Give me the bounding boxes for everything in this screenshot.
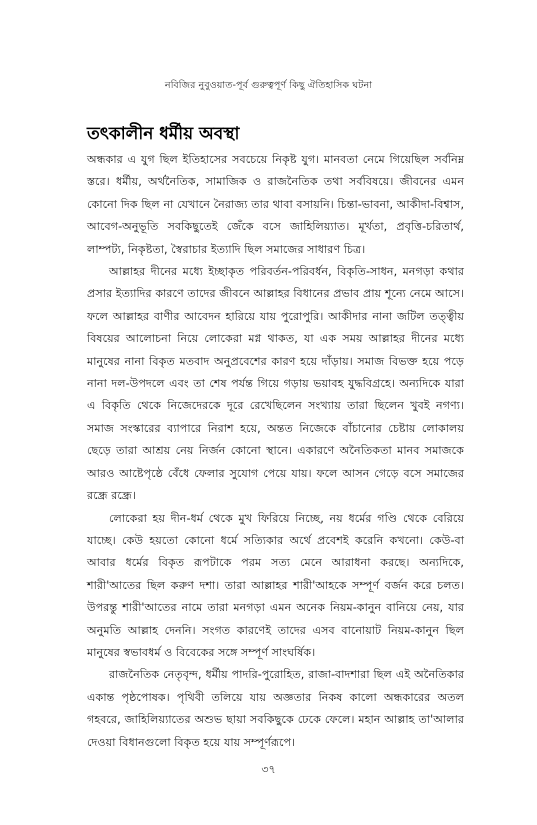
section-heading: তৎকালীন ধর্মীয় অবস্থা [87, 124, 240, 144]
body-text [87, 149, 464, 754]
paragraph-2: আল্লাহর দীনের মধ্যে ইচ্ছাকৃত পরিবর্তন-পরিবর্ধন, বিকৃতি-সাধন, মনগড়া কথার প্রসার ইত্যাদির কারণে তাদের জীবনে আল্লাহর বিধানের প্রভাব প্রায় শূন্যে নেমে আসে। ফলে আল্লাহর বাণীর আবেদন হারিয়ে যায় পুরোপুরি। আকীদার নানা জটিল তত্ত্বীয় বিষয়ের আলোচনা নিয়ে লোকেরা মগ্ন থাকত, যা এক সময় আল্লাহর দীনের মধ্যে মানুষের নানা বিকৃত মতবাদ অনুপ্রবেশের কারণ হয়ে দাঁড়ায়। সমাজ বিভক্ত হয়ে পড়ে নানা দল-উপদলে এবং তা শেষ পর্যন্ত গিয়ে গড়ায় ভয়াবহ যুদ্ধবিগ্রহে। অন্যদিকে যারা এ বিকৃতি থেকে নিজেদেরকে দূরে রেখেছিলেন সংখ্যায় তারা ছিলেন খুবই নগণ্য। সমাজ সংস্কারের ব্যাপারে নিরাশ হয়ে, অন্তত নিজেকে বাঁচানোর চেষ্টায় লোকালয় ছেড়ে তারা আশ্রয় নেয় নির্জন কোনো স্থানে। একারণে অনৈতিকতা মানব সমাজকে আরও আষ্টেপৃষ্ঠে বেঁধে ফেলার সুযোগ পেয়ে যায়। ফলে আসন গেড়ে বসে সমাজের রন্ধ্রে রন্ধ্রে। [87, 265, 464, 503]
paragraph-4: রাজনৈতিক নেতৃবৃন্দ, ধর্মীয় পাদরি-পুরোহিত, রাজা-বাদশারা ছিল এই অনৈতিকার একান্ত পৃষ্ঠপোষক। পৃথিবী তলিয়ে যায় অজ্ঞতার নিকষ কালো অন্ধকারের অতল গহবরে, জাহিলিয়্যাতের অশুভ ছায়া সবকিছুকে ঢেকে ফেলে। মহান আল্লাহ তা'আলার দেওয়া বিধানগুলো বিকৃত হয়ে যায় সম্পূর্ণরূপে। [87, 668, 464, 749]
paragraph-3: লোকেরা হয় দীন-ধর্ম থেকে মুখ ফিরিয়ে নিচ্ছে, নয় ধর্মের গণ্ডি থেকে বেরিয়ে যাচ্ছে। কেউ হয়তো কোনো ধর্মে সত্যিকার অর্থে প্রবেশই করেনি কখনো। কেউ-বা আবার ধর্মের বিকৃত রূপটাকে পরম সত্য মেনে আরাধনা করছে। অন্যদিকে, শারী'আতের ছিল করুণ দশা। তারা আল্লাহর শারী'আহকে সম্পূর্ণ বর্জন করে চলত। উপরন্তু শারী'আতের নামে তারা মনগড়া এমন অনেক নিয়ম-কানুন বানিয়ে নেয়, যার অনুমতি আল্লাহ দেননি। সংগত কারণেই তাদের এসব বানোয়াট নিয়ম-কানুন ছিল মানুষের স্বভাবধর্ম ও বিবেকের সঙ্গে সম্পূর্ণ সাংঘর্ষিক। [87, 511, 464, 659]
paragraph-1: অন্ধকার এ যুগ ছিল ইতিহাসের সবচেয়ে নিকৃষ্ট যুগ। মানবতা নেমে গিয়েছিল সর্বনিম্ন স্তরে। ধর্মীয়, অর্থনৈতিক, সামাজিক ও রাজনৈতিক তথা সর্ববিষয়ে। জীবনের এমন কোনো দিক ছিল না যেখানে নৈরাজ্য তার থাবা বসায়নি। চিন্তা-ভাবনা, আকীদা-বিশ্বাস, আবেগ-অনুভূতি সবকিছুতেই জেঁকে বসে জাহিলিয়্যাত। মূর্খতা, প্রবৃত্তি-চরিতার্থ, লাম্পট্য, নিকৃষ্টতা, স্বৈরাচার ইত্যাদি ছিল সমাজের সাধারণ চিত্র। [87, 153, 464, 256]
running-header: নবিজির নুবুওয়াত-পূর্ব গুরুত্বপূর্ণ কিছু ঐতিহাসিক ঘটনা [164, 80, 373, 91]
page-number: ৩৭ [261, 763, 276, 776]
